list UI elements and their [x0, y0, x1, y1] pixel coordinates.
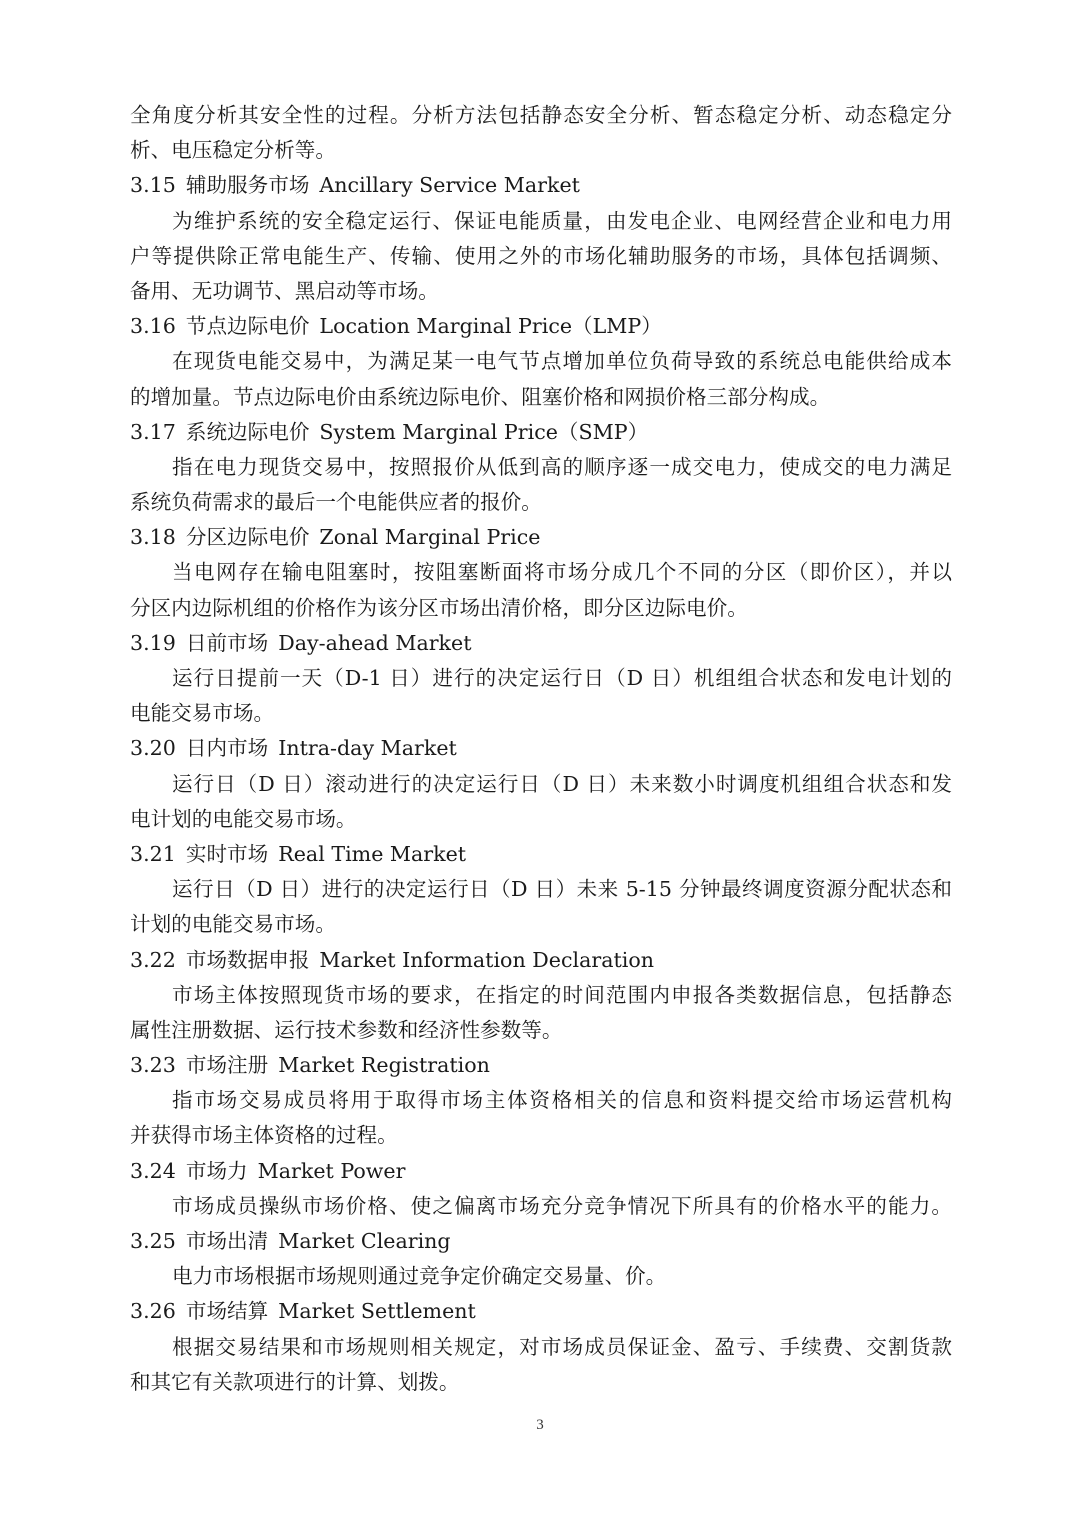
section-number: 3.18 [130, 525, 176, 550]
paragraph-line: 运行日（D 日）滚动进行的决定运行日（D 日）未来数小时调度机组组合状态和发 [172, 771, 952, 796]
paragraph-line: 根据交易结果和市场规则相关规定，对市场成员保证金、盈亏、手续费、交割货款 [172, 1334, 952, 1359]
term-chinese: 系统边际电价 [185, 419, 310, 444]
section-heading [130, 520, 952, 555]
term-english: Ancillary Service Market [319, 173, 580, 198]
term-chinese: 日前市场 [185, 630, 269, 655]
paragraph-line: 运行日（D 日）进行的决定运行日（D 日）未来 5-15 分钟最终调度资源分配状态和 [172, 877, 952, 902]
section-number: 3.21 [130, 841, 176, 866]
document-body [130, 98, 952, 1400]
paragraph-line: 运行日提前一天（D-1 日）进行的决定运行日（D 日）机组组合状态和发电计划的 [172, 666, 952, 690]
paragraph-line: 并获得市场主体资格的过程。 [130, 1123, 398, 1148]
term-english: Location Marginal Price（LMP） [319, 314, 662, 339]
section-heading [130, 415, 952, 450]
term-english: Market Power [257, 1158, 406, 1183]
section-number: 3.25 [130, 1229, 176, 1253]
paragraph-line: 属性注册数据、运行技术参数和经济性参数等。 [130, 1017, 563, 1042]
section-number: 3.19 [130, 630, 176, 655]
paragraph-line: 系统负荷需求的最后一个电能供应者的报价。 [130, 490, 542, 515]
section-number: 3.17 [130, 419, 176, 444]
paragraph-line: 电力市场根据市场规则通过竞争定价确定交易量、价。 [172, 1264, 667, 1289]
term-chinese: 辅助服务市场 [185, 173, 310, 198]
term-english: Market Clearing [278, 1229, 451, 1253]
paragraph-line: 备用、无功调节、黑启动等市场。 [130, 278, 439, 303]
term-english: System Marginal Price（SMP） [319, 419, 649, 444]
section-number: 3.15 [130, 173, 176, 198]
section-heading [130, 943, 952, 978]
paragraph-line: 计划的电能交易市场。 [130, 912, 336, 937]
section-number: 3.24 [130, 1158, 176, 1183]
section-heading [130, 1294, 952, 1329]
term-chinese: 市场数据申报 [185, 947, 310, 972]
term-english: Zonal Marginal Price [319, 525, 541, 550]
paragraph-line: 析、电压稳定分析等。 [130, 138, 336, 163]
section-number: 3.16 [130, 314, 176, 339]
term-english: Day-ahead Market [278, 630, 472, 655]
section-heading [130, 309, 952, 344]
paragraph-line: 市场成员操纵市场价格、使之偏离市场充分竞争情况下所具有的价格水平的能力。 [172, 1193, 952, 1218]
section-number: 3.23 [130, 1053, 176, 1078]
term-chinese: 市场出清 [185, 1229, 269, 1253]
term-chinese: 市场力 [185, 1158, 248, 1183]
term-chinese: 节点边际电价 [185, 314, 310, 339]
section-number: 3.26 [130, 1299, 176, 1324]
paragraph-line: 为维护系统的安全稳定运行、保证电能质量，由发电企业、电网经营企业和电力用 [172, 208, 952, 233]
section-heading [130, 1224, 952, 1259]
paragraph-line: 和其它有关款项进行的计算、划拨。 [130, 1369, 460, 1394]
term-chinese: 分区边际电价 [185, 525, 310, 550]
term-english: Real Time Market [278, 841, 467, 866]
section-heading [130, 1048, 952, 1083]
term-english: Market Settlement [278, 1299, 476, 1324]
paragraph-line: 分区内边际机组的价格作为该分区市场出清价格，即分区边际电价。 [130, 595, 748, 620]
term-chinese: 市场注册 [185, 1053, 269, 1078]
section-heading [130, 837, 952, 872]
paragraph-line: 指在电力现货交易中，按照报价从低到高的顺序逐一成交电力，使成交的电力满足 [172, 454, 952, 479]
term-english: Intra-day Market [278, 736, 457, 761]
section-heading [130, 1154, 952, 1189]
paragraph-line: 指市场交易成员将用于取得市场主体资格相关的信息和资料提交给市场运营机构 [172, 1088, 952, 1113]
section-heading [130, 626, 952, 661]
term-english: Market Registration [278, 1053, 490, 1078]
paragraph-line: 全角度分析其安全性的过程。分析方法包括静态安全分析、暂态稳定分析、动态稳定分 [130, 103, 952, 127]
term-chinese: 实时市场 [185, 841, 269, 866]
section-number: 3.22 [130, 947, 176, 972]
section-heading [130, 168, 952, 203]
term-chinese: 日内市场 [185, 736, 269, 761]
page-number: 3 [536, 1417, 544, 1433]
paragraph-line: 户等提供除正常电能生产、传输、使用之外的市场化辅助服务的市场，具体包括调频、 [130, 243, 952, 268]
term-english: Market Information Declaration [319, 947, 654, 972]
paragraph-line: 的增加量。节点边际电价由系统边际电价、阻塞价格和网损价格三部分构成。 [130, 384, 831, 409]
term-chinese: 市场结算 [185, 1299, 269, 1324]
section-heading [130, 731, 952, 766]
paragraph-line: 在现货电能交易中，为满足某一电气节点增加单位负荷导致的系统总电能供给成本 [172, 349, 952, 374]
paragraph-line: 市场主体按照现货市场的要求，在指定的时间范围内申报各类数据信息，包括静态 [172, 982, 952, 1007]
paragraph-line: 电计划的电能交易市场。 [130, 806, 357, 831]
paragraph-line: 当电网存在输电阻塞时，按阻塞断面将市场分成几个不同的分区（即价区），并以 [172, 560, 952, 585]
section-number: 3.20 [130, 736, 176, 761]
paragraph-line: 电能交易市场。 [130, 701, 275, 726]
